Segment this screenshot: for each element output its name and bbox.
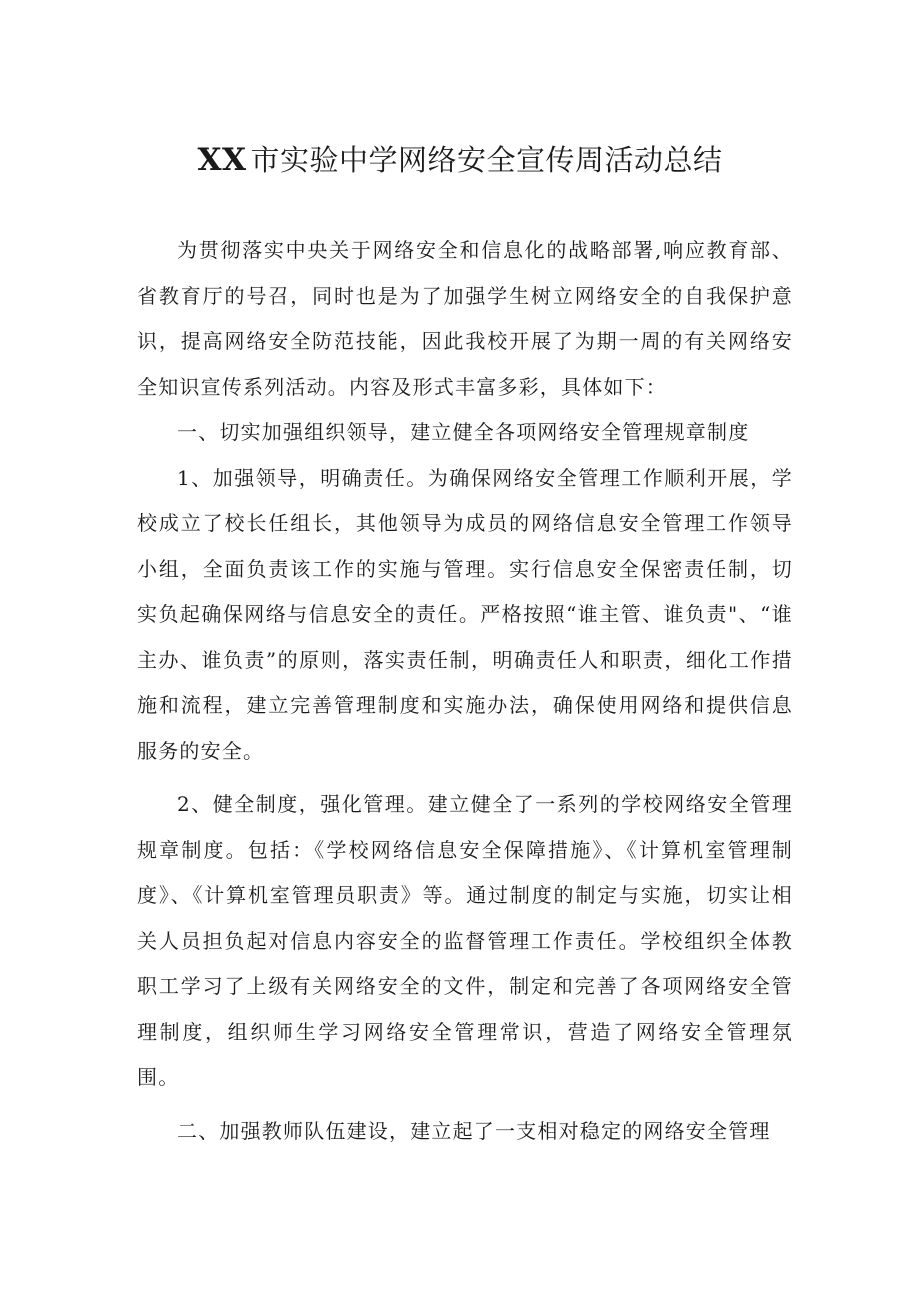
document-title	[0, 140, 920, 180]
paragraph-item-1: 1、加强领导，明确责任。为确保网络安全管理工作顺利开展，学校成立了校长任组长，其他领导为成员的网络信息安全管理工作领导小组，全面负责该工作的实施与管理。实行信息安全保密责任制，切实负起确保网络与信息安全的责任。严格按照“谁主管、谁负责"、“谁主办、谁负责”的原则，落实责任制，明确责任人和职责，细化工作措施和流程，建立完善管理制度和实施办法，确保使用网络和提供信息服务的安全。	[137, 465, 793, 763]
document-body	[137, 228, 793, 1154]
section-heading-2: 二、加强教师队伍建设，建立起了一支相对稳定的网络安全管理	[177, 1118, 771, 1143]
title-prefix: XX	[197, 142, 247, 178]
paragraph-intro: 为贯彻落实中央关于网络安全和信息化的战略部署,响应教育部、省教育厅的号召，同时也是为了加强学生树立网络安全的自我保护意识，提高网络安全防范技能，因此我校开展了为期一周的有关网络安全知识宣传系列活动。内容及形式丰富多彩，具体如下：	[137, 238, 793, 399]
section-heading-1: 一、切实加强组织领导，建立健全各项网络安全管理规章制度	[177, 420, 750, 444]
paragraph-item-2: 2、健全制度，强化管理。建立健全了一系列的学校网络安全管理规章制度。包括：《学校网络信息安全保障措施》、《计算机室管理制度》、《计算机室管理员职责》等。通过制度的制定与实施，切实让相关人员担负起对信息内容安全的监督管理工作责任。学校组织全体教职工学习了上级有关网络安全的文件，制定和完善了各项网络安全管理制度，组织师生学习网络安全管理常识，营造了网络安全管理氛围。	[137, 792, 793, 1089]
title-text: 市实验中学网络安全宣传周活动总结	[250, 143, 723, 177]
